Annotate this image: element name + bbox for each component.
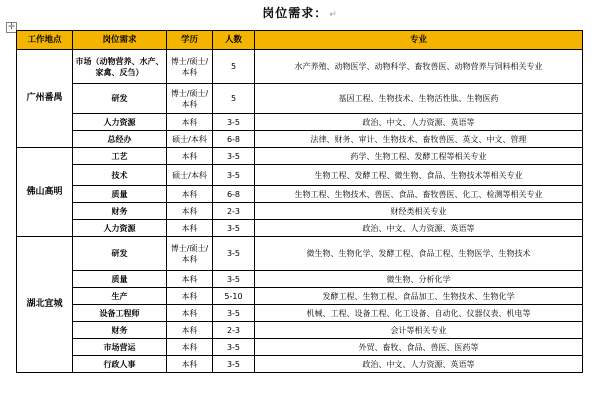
- education-cell: 本科: [167, 322, 213, 339]
- document-title: [0, 4, 600, 21]
- position-cell: 总经办: [73, 131, 167, 148]
- education-cell: 博士/硕士/本科: [167, 84, 213, 114]
- education-cell: 本科: [167, 148, 213, 165]
- count-cell: 2-3: [213, 203, 255, 220]
- major-cell: 基因工程、生物技术、生物活性肽、生物医药: [255, 84, 583, 114]
- major-cell: 会计等相关专业: [255, 322, 583, 339]
- count-cell: 6-8: [213, 131, 255, 148]
- count-cell: 6-8: [213, 186, 255, 203]
- count-cell: 3-5: [213, 148, 255, 165]
- position-cell: 质量: [73, 186, 167, 203]
- table-row: [17, 271, 583, 288]
- education-cell: 硕士/本科: [167, 165, 213, 186]
- education-cell: 本科: [167, 203, 213, 220]
- count-cell: 2-3: [213, 322, 255, 339]
- table-row: [17, 322, 583, 339]
- count-cell: 5-10: [213, 288, 255, 305]
- header-location: 工作地点: [17, 31, 73, 50]
- education-cell: 本科: [167, 305, 213, 322]
- position-cell: 研发: [73, 84, 167, 114]
- table-row: [17, 305, 583, 322]
- major-cell: 政治、中文、人力资源、英语等: [255, 220, 583, 237]
- education-cell: 本科: [167, 339, 213, 356]
- table-row: [17, 84, 583, 114]
- position-cell: 生产: [73, 288, 167, 305]
- education-cell: 博士/硕士/本科: [167, 50, 213, 84]
- major-cell: 发酵工程、生物工程、食品加工、生物技术、生物化学: [255, 288, 583, 305]
- education-cell: 博士/硕士/本科: [167, 237, 213, 271]
- count-cell: 3-5: [213, 271, 255, 288]
- major-cell: 微生物、分析化学: [255, 271, 583, 288]
- header-count: 人数: [213, 31, 255, 50]
- table-row: [17, 148, 583, 165]
- table-row: [17, 220, 583, 237]
- count-cell: 3-5: [213, 237, 255, 271]
- position-cell: 质量: [73, 271, 167, 288]
- table-row: [17, 288, 583, 305]
- major-cell: 生物工程、生物技术、兽医、食品、畜牧兽医、化工、检测等相关专业: [255, 186, 583, 203]
- location-cell: 广州番禺: [17, 50, 73, 148]
- count-cell: 5: [213, 50, 255, 84]
- table-row: [17, 186, 583, 203]
- education-cell: 本科: [167, 114, 213, 131]
- count-cell: 3-5: [213, 114, 255, 131]
- position-cell: 市场营运: [73, 339, 167, 356]
- table-body: [17, 50, 583, 373]
- document-title-text: 岗位需求：: [262, 6, 328, 20]
- major-cell: 法律、财务、审计、生物技术、畜牧兽医、英文、中文、管理: [255, 131, 583, 148]
- header-education: 学历: [167, 31, 213, 50]
- position-cell: 市场（动物营养、水产、家禽、反刍）: [73, 50, 167, 84]
- education-cell: 本科: [167, 186, 213, 203]
- major-cell: 生物工程、发酵工程、微生物、食品、生物技术等相关专业: [255, 165, 583, 186]
- position-cell: 行政人事: [73, 356, 167, 373]
- major-cell: 水产养殖、动物医学、动物科学、畜牧兽医、动物营养与饲料相关专业: [255, 50, 583, 84]
- education-cell: 本科: [167, 288, 213, 305]
- position-cell: 设备工程师: [73, 305, 167, 322]
- header-position: 岗位需求: [73, 31, 167, 50]
- requirements-table: [16, 30, 583, 373]
- position-cell: 财务: [73, 322, 167, 339]
- table-row: [17, 165, 583, 186]
- location-cell: 湖北宜城: [17, 237, 73, 373]
- table-row: [17, 356, 583, 373]
- count-cell: 3-5: [213, 339, 255, 356]
- education-cell: 本科: [167, 271, 213, 288]
- table-row: [17, 114, 583, 131]
- position-cell: 工艺: [73, 148, 167, 165]
- table-row: [17, 50, 583, 84]
- count-cell: 3-5: [213, 220, 255, 237]
- position-cell: 人力资源: [73, 220, 167, 237]
- major-cell: 政治、中文、人力资源、英语等: [255, 356, 583, 373]
- header-row: [17, 31, 583, 50]
- position-cell: 研发: [73, 237, 167, 271]
- position-cell: 技术: [73, 165, 167, 186]
- major-cell: 药学、生物工程、发酵工程等相关专业: [255, 148, 583, 165]
- major-cell: 微生物、生物化学、发酵工程、食品工程、生物医学、生物技术: [255, 237, 583, 271]
- count-cell: 3-5: [213, 356, 255, 373]
- major-cell: 财经类相关专业: [255, 203, 583, 220]
- position-cell: 财务: [73, 203, 167, 220]
- major-cell: 机械、工程、设备工程、化工设备、自动化、仪器仪表、机电等: [255, 305, 583, 322]
- header-major: 专业: [255, 31, 583, 50]
- location-cell: 佛山高明: [17, 148, 73, 237]
- major-cell: 外贸、畜牧、食品、兽医、医药等: [255, 339, 583, 356]
- education-cell: 硕士/本科: [167, 131, 213, 148]
- count-cell: 3-5: [213, 165, 255, 186]
- paragraph-mark: ↵: [329, 10, 338, 20]
- education-cell: 本科: [167, 220, 213, 237]
- table-row: [17, 203, 583, 220]
- table-row: [17, 237, 583, 271]
- count-cell: 5: [213, 84, 255, 114]
- table-move-handle-icon[interactable]: ✛: [6, 22, 17, 33]
- count-cell: 3-5: [213, 305, 255, 322]
- major-cell: 政治、中文、人力资源、英语等: [255, 114, 583, 131]
- table-row: [17, 131, 583, 148]
- table-row: [17, 339, 583, 356]
- education-cell: 本科: [167, 356, 213, 373]
- position-cell: 人力资源: [73, 114, 167, 131]
